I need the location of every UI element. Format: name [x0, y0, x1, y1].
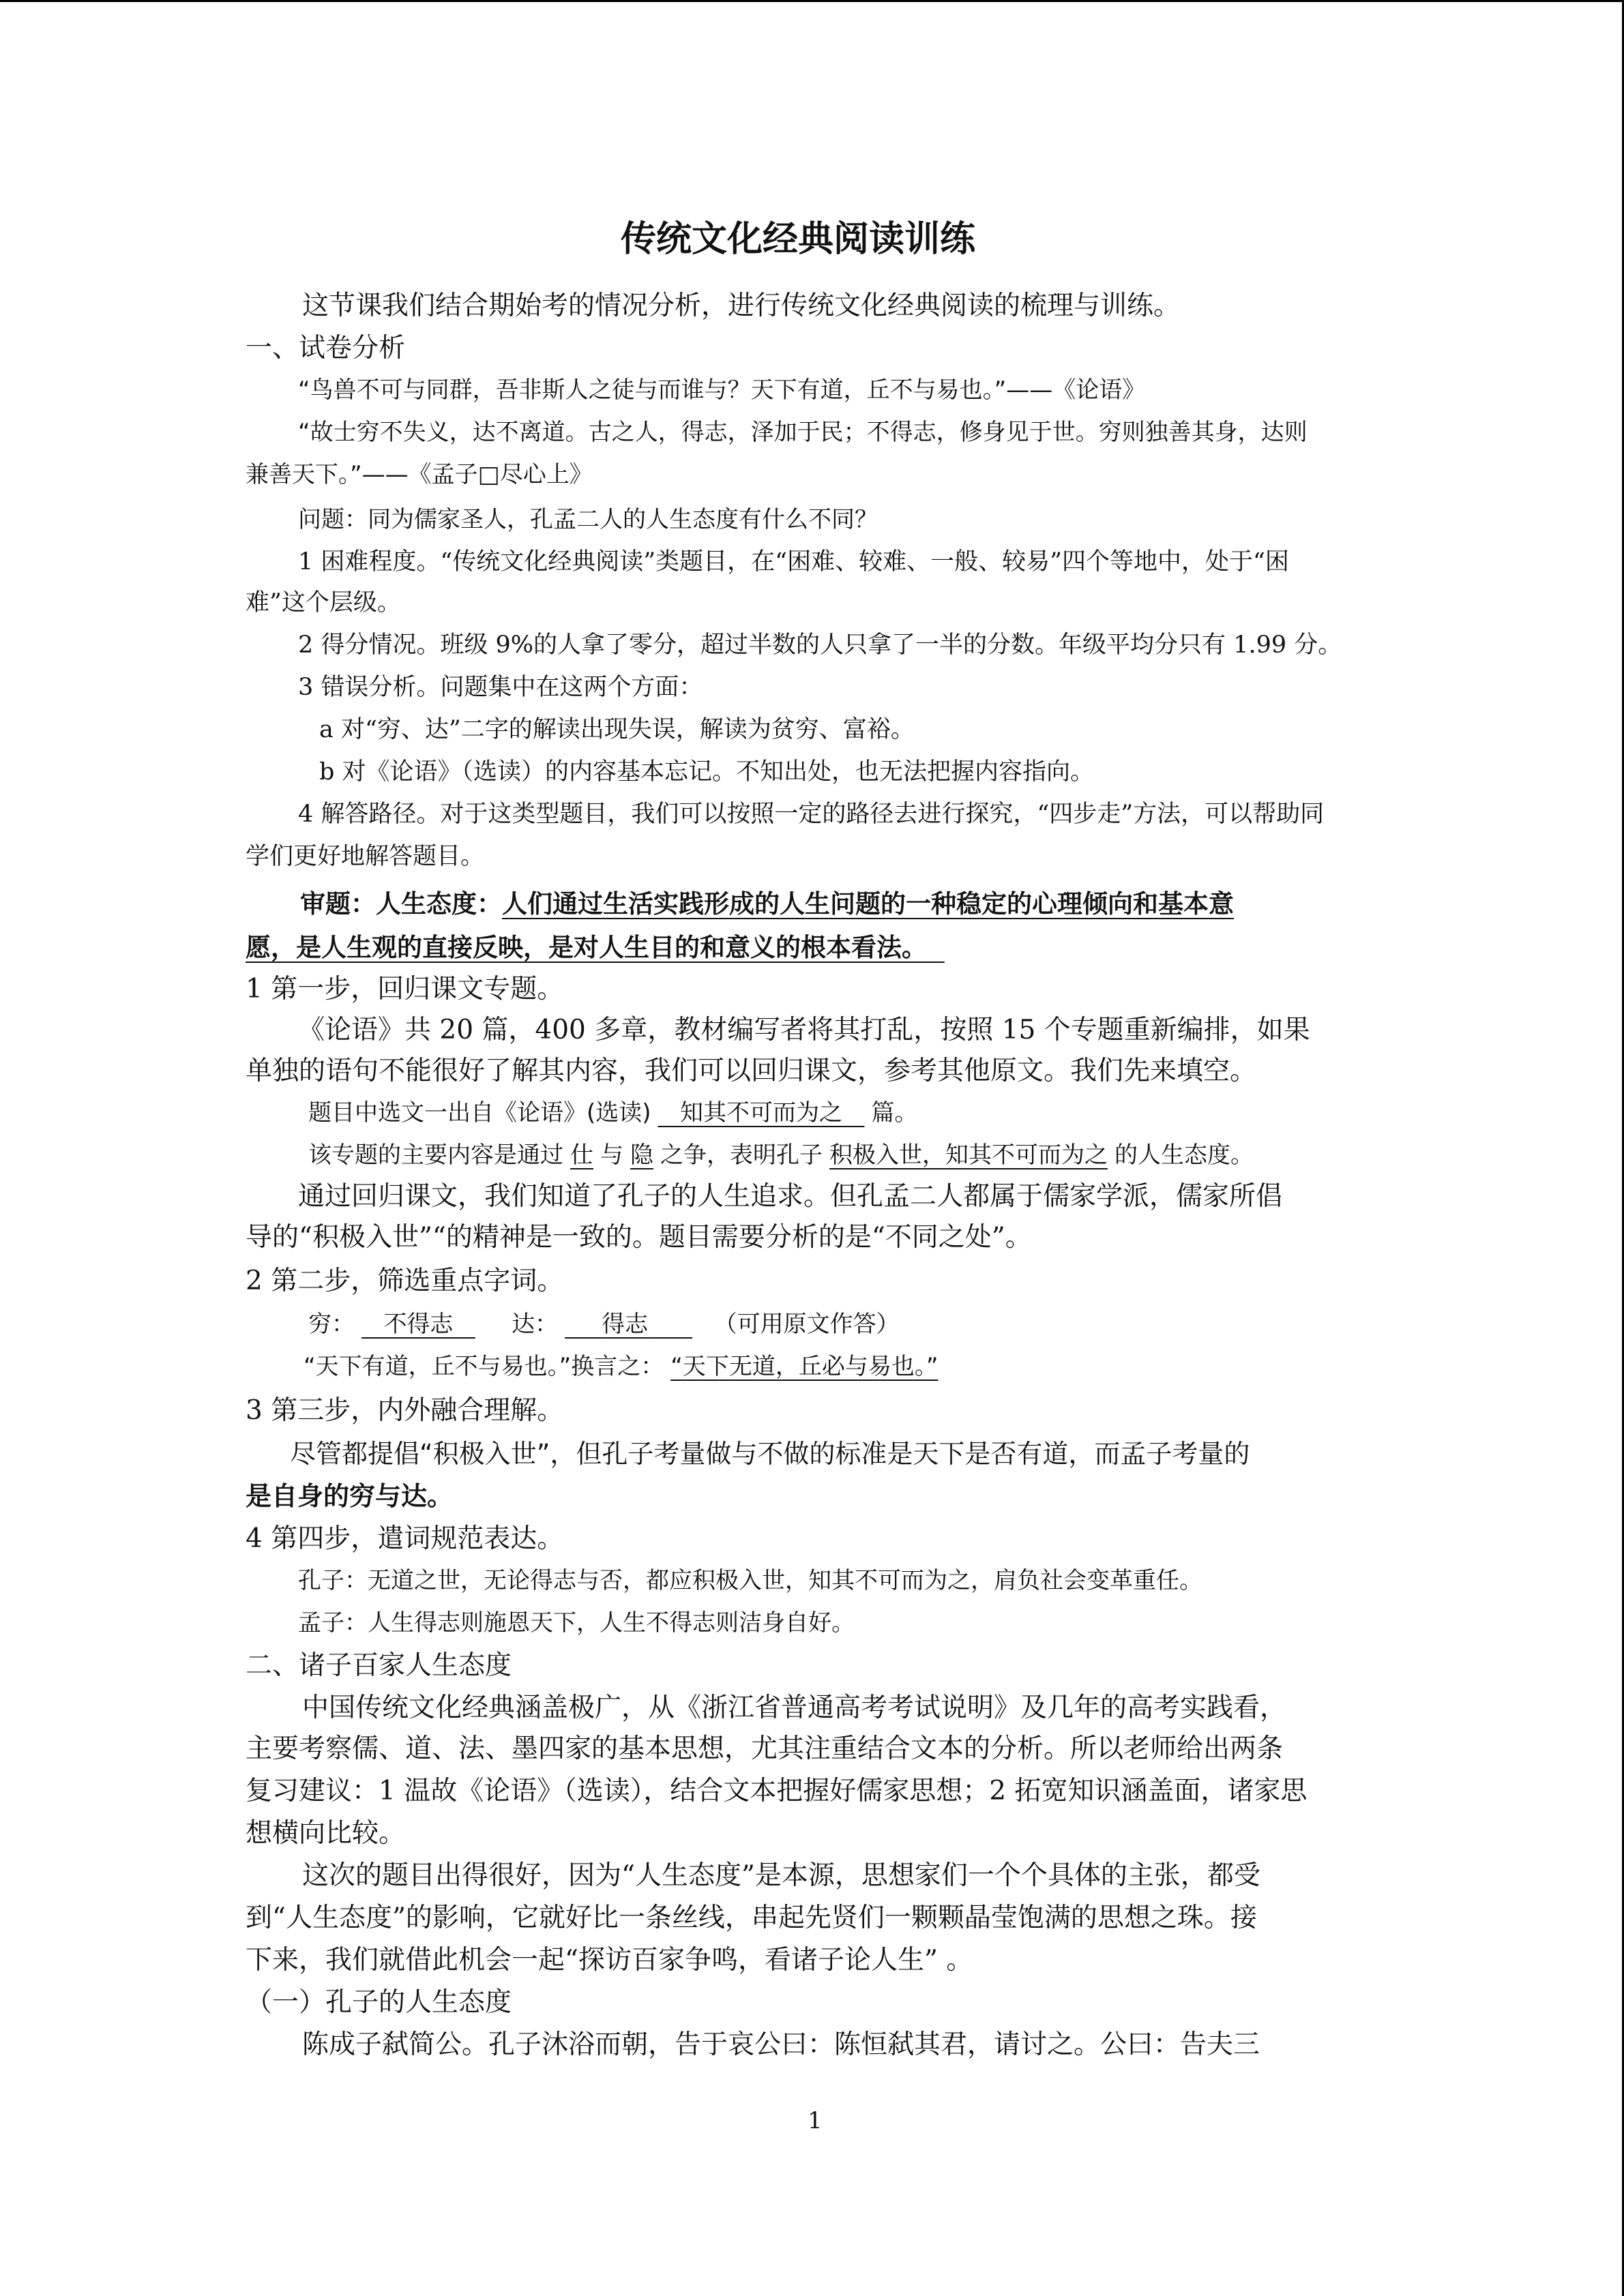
section2-para1-line3: 复习建议：1 温故《论语》（选读），结合文本把握好儒家思想；2 拓宽知识涵盖面，诸家思: [246, 1776, 1308, 1806]
quote-lunyu: “鸟兽不可与同群，吾非斯人之徒与而谁与？天下有道，丘不与易也。”——《论语》: [298, 376, 1146, 404]
analysis-score: 2 得分情况。班级 9%的人拿了零分，超过半数的人只拿了一半的分数。年级平均分只有 1.99 分。: [298, 631, 1342, 659]
fill-answer-da: 得志: [602, 1311, 649, 1338]
section2-para2-line1: 这次的题目出得很好，因为“人生态度”是本源，思想家们一个个具体的主张，都受: [302, 1860, 1260, 1891]
section2-para1-line1: 中国传统文化经典涵盖极广，从《浙江省普通高考考试说明》及几年的高考实践看，: [302, 1693, 1287, 1723]
step-4-heading: 4 第四步，遣词规范表达。: [246, 1523, 564, 1554]
quote-mengzi-line1: “故士穷不失义，达不离道。古之人，得志，泽加于民；不得志，修身见于世。穷则独善其身，达则: [298, 419, 1308, 446]
shenti-label: 审题：人生态度：: [300, 889, 502, 919]
section2-para1-line2: 主要考察儒、道、法、墨四家的基本思想，尤其注重结合文本的分析。所以老师给出两条: [246, 1733, 1284, 1764]
subsection-heading-kongzi: （一）孔子的人生态度: [246, 1987, 512, 2018]
fill-answer-attitude: 积极入世，知其不可而为之: [829, 1142, 1108, 1169]
section2-para2-line2: 到“人生态度”的影响，它就好比一条丝线，串起先贤们一颗颗晶莹饱满的思想之珠。接: [246, 1903, 1257, 1933]
subsection-text: 陈成子弑简公。孔子沐浴而朝，告于哀公曰：陈恒弑其君，请讨之。公曰：告夫三: [302, 2029, 1260, 2060]
section-heading-2: 二、诸子百家人生态度: [246, 1650, 512, 1681]
fill-blank-2: 该专题的主要内容是通过 仕 与 隐 之争，表明孔子 积极入世，知其不可而为之 的人生态度。: [308, 1142, 1254, 1169]
answer-mengzi: 孟子：人生得志则施恩天下，人生不得志则洁身自好。: [298, 1609, 855, 1637]
question-text: 问题：同为儒家圣人，孔孟二人的人生态度有什么不同？: [298, 506, 878, 533]
step-3-heading: 3 第三步，内外融合理解。: [246, 1395, 564, 1426]
step-1-conclusion-line2: 导的“积极入世”“的精神是一致的。题目需要分析的是“不同之处”。: [246, 1222, 1032, 1253]
intro-paragraph: 这节课我们结合期始考的情况分析，进行传统文化经典阅读的梳理与训练。: [302, 290, 1181, 321]
answer-kongzi: 孔子：无道之世，无论得志与否，都应积极入世，知其不可而为之，肩负社会变革重任。: [298, 1567, 1202, 1594]
fill-answer-qiong: 不得志: [383, 1311, 454, 1338]
step-3-text-line2: 是自身的穷与达。: [246, 1481, 454, 1511]
page-number: 1: [808, 2107, 823, 2134]
step-1-text-line1: 《论语》共 20 篇，400 多章，教材编写者将其打乱，按照 15 个专题重新编排，如果: [298, 1015, 1310, 1045]
step-1-conclusion-line1: 通过回归课文，我们知道了孔子的人生追求。但孔孟二人都属于儒家学派，儒家所倡: [298, 1181, 1283, 1212]
tianxia-restate: “天下有道，丘不与易也。”换言之： “天下无道，丘必与易也。”: [304, 1355, 945, 1378]
qiong-da-fill: 穷： 不得志 达： 得志 （可用原文作答）: [308, 1311, 900, 1338]
fill-answer-restate: “天下无道，丘必与易也。”: [670, 1353, 939, 1380]
step-2-heading: 2 第二步，筛选重点字词。: [246, 1266, 564, 1296]
analysis-path-line2: 学们更好地解答题目。: [246, 843, 485, 870]
page-title: 传统文化经典阅读训练: [621, 219, 976, 260]
section-heading-1: 一、试卷分析: [246, 333, 406, 363]
shenti-line1: [300, 889, 1234, 919]
analysis-difficulty-line2: 难”这个层级。: [246, 589, 401, 616]
quote-mengzi-line2: 兼善天下。”——《孟子□尽心上》: [246, 461, 593, 488]
shenti-definition-cont: 愿，是人生观的直接反映，是对人生目的和意义的根本看法。: [246, 933, 927, 962]
section2-para1-line4: 想横向比较。: [246, 1818, 406, 1849]
step-1-heading: 1 第一步，回归课文专题。: [246, 974, 564, 1004]
fill-answer-chapter: 知其不可而为之: [679, 1099, 842, 1127]
step-3-text-line1: 尽管都提倡“积极入世”，但孔子考量做与不做的标准是天下是否有道，而孟子考量的: [290, 1439, 1250, 1469]
analysis-error-a: a 对“穷、达”二字的解读出现失误，解读为贫穷、富裕。: [319, 716, 915, 743]
section2-para2-line3: 下来，我们就借此机会一起“探访百家争鸣，看诸子论人生” 。: [246, 1945, 973, 1976]
analysis-error-b: b 对《论语》（选读）的内容基本忘记。不知出处，也无法把握内容指向。: [319, 758, 1095, 786]
shenti-line2: [246, 935, 945, 960]
analysis-errors: 3 错误分析。问题集中在这两个方面：: [298, 674, 703, 701]
fill-answer-shi: 仕: [570, 1142, 593, 1169]
analysis-difficulty-line1: 1 困难程度。“传统文化经典阅读”类题目，在“困难、较难、一般、较易”四个等地中，处于“困: [298, 548, 1289, 576]
shenti-definition: 人们通过生活实践形成的人生问题的一种稳定的心理倾向和基本意: [502, 889, 1234, 919]
analysis-path-line1: 4 解答路径。对于这类型题目，我们可以按照一定的路径去进行探究，“四步走”方法，可以帮助同: [298, 801, 1325, 828]
fill-blank-1: 题目中选文一出自《论语》(选读) 知其不可而为之 篇。: [308, 1099, 918, 1127]
step-1-text-line2: 单独的语句不能很好了解其内容，我们可以回归课文，参考其他原文。我们先来填空。: [246, 1056, 1257, 1086]
fill-answer-yin: 隐: [630, 1142, 653, 1169]
